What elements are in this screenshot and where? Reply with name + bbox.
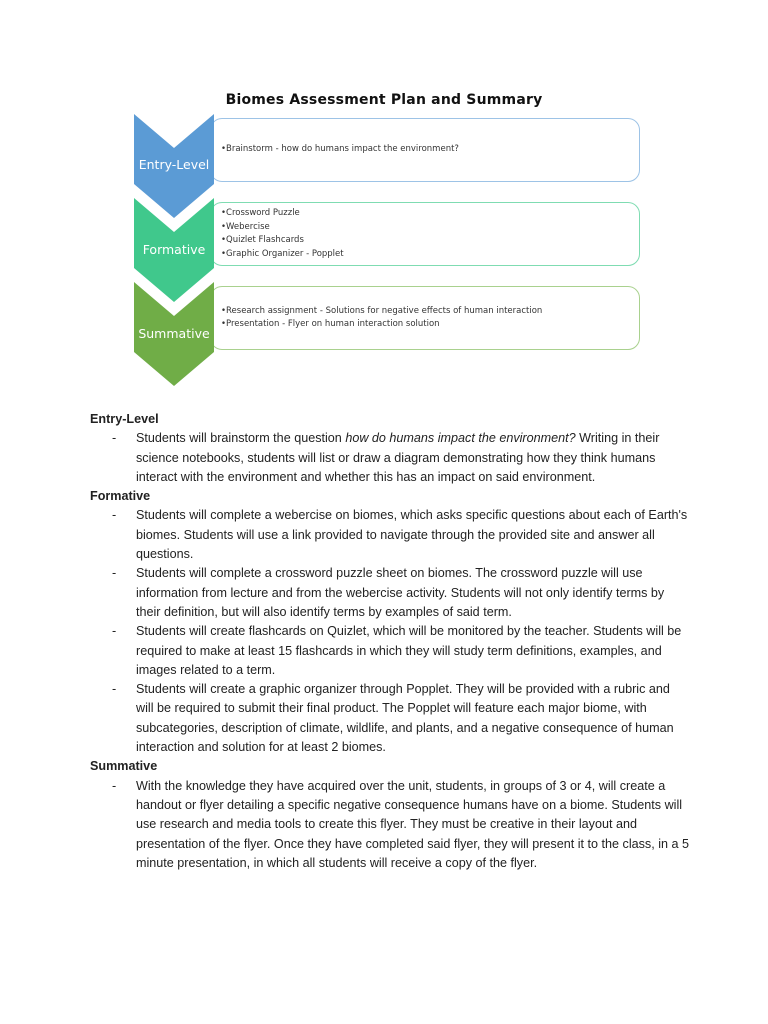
formative-list-item: [90, 622, 690, 680]
formative-list-item: [90, 506, 690, 564]
summative-label: Summative: [138, 326, 210, 341]
list-dash: -: [112, 431, 117, 446]
formative-list-item: [90, 564, 690, 622]
entry-level-box: [210, 118, 640, 182]
formative-item-4: •Graphic Organizer - Popplet: [221, 248, 344, 259]
summative-text-1: With the knowledge they have acquired over the unit, students, in groups of 3 or 4, will create a handout or flyer detailing a specific negative consequence humans have on a biome. Students will use research and media tools to create this flyer. They must be creative in their layout and presentation of the flyer. Once they have completed said flyer, they will present it to the class, in a 5 minute presentation, in which all students will receive a copy of the flyer.: [136, 778, 690, 870]
assessment-process-diagram: [130, 114, 646, 390]
entry-text-pre: Students will brainstorm the question: [136, 431, 346, 446]
summative-item-1: •Research assignment - Solutions for negative effects of human interaction: [221, 305, 543, 316]
summative-heading: Summative: [90, 759, 158, 774]
entry-level-heading: Entry-Level: [90, 412, 159, 426]
list-dash: -: [112, 508, 117, 523]
formative-item-2: •Webercise: [221, 221, 270, 232]
entry-text-question: how do humans impact the environment?: [345, 431, 576, 446]
entry-item-1: •Brainstorm - how do humans impact the environment?: [221, 144, 459, 155]
formative-item-3: •Quizlet Flashcards: [221, 235, 304, 245]
formative-list-item: [90, 680, 690, 757]
page-title: Biomes Assessment Plan and Summary: [225, 92, 543, 108]
formative-text-1: Students will complete a webercise on biomes, which asks specific questions about each of Earth's biomes. Students will use a link provided to navigate through the provided site and answer all questions.: [136, 508, 688, 562]
list-dash: -: [112, 682, 117, 697]
entry-text-post: Writing in their science notebooks, students will list or draw a diagram demonstrating how they think humans interact with the environment and whether this has an impact on said environment.: [136, 431, 660, 484]
entry-level-label: Entry-Level: [138, 157, 210, 172]
list-dash: -: [112, 566, 117, 581]
list-dash: -: [112, 778, 117, 793]
formative-label: Formative: [142, 242, 206, 257]
formative-text-3: Students will create flashcards on Quizlet, which will be monitored by the teacher. Students will be required to make at least 15 flashcards in which they will study term definitions, examples, and images related to a term.: [136, 624, 682, 677]
summative-item-2: •Presentation - Flyer on human interaction solution: [221, 319, 440, 329]
formative-text-2: Students will complete a crossword puzzle sheet on biomes. The crossword puzzle will use information from lecture and from the webercise activity. Students will not only identify terms by their definition, but will also identify terms by examples of said term.: [136, 566, 665, 619]
formative-text-4: Students will create a graphic organizer through Popplet. They will be provided with a rubric and will be required to submit their final product. The Popplet will feature each major biome, with subcategories, description of climate, wildlife, and plants, and a negative consequence of human interaction and solution for at least 2 biomes.: [136, 682, 674, 755]
document-body: [90, 410, 690, 873]
formative-item-1: •Crossword Puzzle: [221, 208, 300, 218]
formative-heading: Formative: [90, 489, 151, 504]
list-dash: -: [112, 624, 117, 639]
entry-level-list-item: [90, 429, 690, 487]
summative-box: [210, 286, 640, 350]
summative-list-item: [90, 777, 690, 873]
formative-box: [210, 202, 640, 266]
